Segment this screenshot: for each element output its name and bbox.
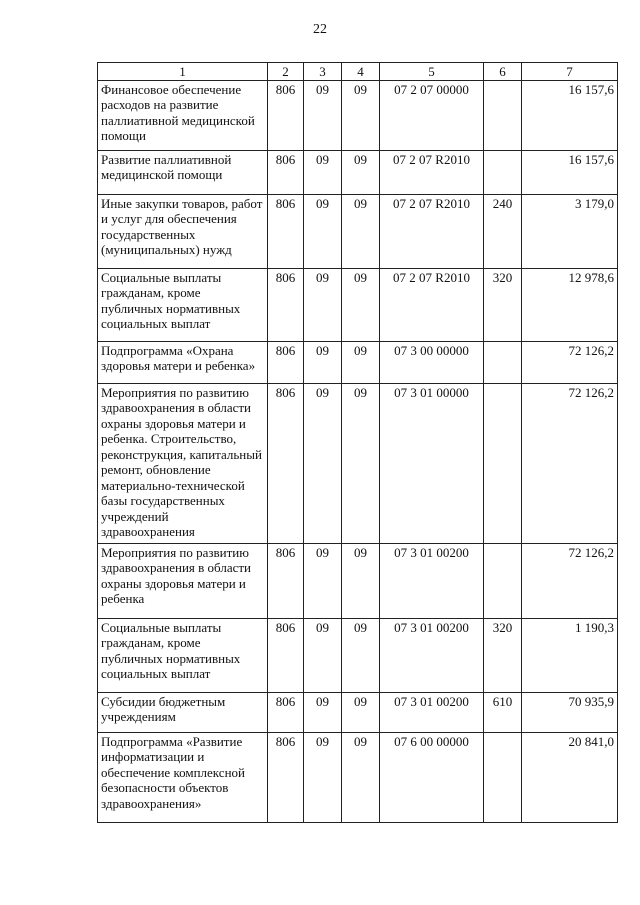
target-article-code: 07 2 07 R2010 <box>380 150 484 194</box>
subsection-code: 09 <box>342 194 380 268</box>
amount: 16 157,6 <box>522 80 618 150</box>
section-code: 09 <box>304 341 342 383</box>
item-name: Развитие паллиативной медицинской помощи <box>98 150 268 194</box>
expense-type-code <box>484 150 522 194</box>
subsection-code: 09 <box>342 543 380 618</box>
expense-type-code <box>484 383 522 543</box>
item-name: Социальные выплаты гражданам, кроме публичных нормативных социальных выплат <box>98 618 268 692</box>
ministry-code: 806 <box>268 618 304 692</box>
item-name: Мероприятия по развитию здравоохранения в области охраны здоровья матери и ребенка <box>98 543 268 618</box>
target-article-code: 07 3 01 00200 <box>380 543 484 618</box>
ministry-code: 806 <box>268 383 304 543</box>
expense-type-code: 610 <box>484 692 522 732</box>
subsection-code: 09 <box>342 80 380 150</box>
expense-type-code <box>484 341 522 383</box>
item-name: Финансовое обеспечение расходов на развитие паллиативной медицинской помощи <box>98 80 268 150</box>
section-code: 09 <box>304 194 342 268</box>
subsection-code: 09 <box>342 692 380 732</box>
target-article-code: 07 3 01 00200 <box>380 692 484 732</box>
header-cell: 3 <box>304 63 342 81</box>
ministry-code: 806 <box>268 194 304 268</box>
amount: 1 190,3 <box>522 618 618 692</box>
table-header-row <box>98 63 618 81</box>
header-cell: 5 <box>380 63 484 81</box>
section-code: 09 <box>304 618 342 692</box>
amount: 16 157,6 <box>522 150 618 194</box>
expense-type-code <box>484 80 522 150</box>
subsection-code: 09 <box>342 618 380 692</box>
section-code: 09 <box>304 383 342 543</box>
expense-type-code: 320 <box>484 268 522 341</box>
subsection-code: 09 <box>342 341 380 383</box>
amount: 72 126,2 <box>522 341 618 383</box>
amount: 72 126,2 <box>522 383 618 543</box>
target-article-code: 07 3 01 00000 <box>380 383 484 543</box>
amount: 3 179,0 <box>522 194 618 268</box>
ministry-code: 806 <box>268 341 304 383</box>
table-row <box>98 150 618 194</box>
expense-type-code <box>484 543 522 618</box>
section-code: 09 <box>304 268 342 341</box>
subsection-code: 09 <box>342 732 380 822</box>
header-cell: 2 <box>268 63 304 81</box>
ministry-code: 806 <box>268 80 304 150</box>
page-number: 22 <box>313 22 327 37</box>
ministry-code: 806 <box>268 150 304 194</box>
ministry-code: 806 <box>268 543 304 618</box>
amount: 12 978,6 <box>522 268 618 341</box>
subsection-code: 09 <box>342 150 380 194</box>
section-code: 09 <box>304 732 342 822</box>
section-code: 09 <box>304 80 342 150</box>
header-cell: 7 <box>522 63 618 81</box>
subsection-code: 09 <box>342 383 380 543</box>
item-name: Социальные выплаты гражданам, кроме публичных нормативных социальных выплат <box>98 268 268 341</box>
target-article-code: 07 2 07 R2010 <box>380 194 484 268</box>
target-article-code: 07 3 01 00200 <box>380 618 484 692</box>
header-cell: 6 <box>484 63 522 81</box>
item-name: Подпрограмма «Охрана здоровья матери и ребенка» <box>98 341 268 383</box>
target-article-code: 07 2 07 R2010 <box>380 268 484 341</box>
expense-type-code: 320 <box>484 618 522 692</box>
section-code: 09 <box>304 150 342 194</box>
section-code: 09 <box>304 692 342 732</box>
subsection-code: 09 <box>342 268 380 341</box>
item-name: Иные закупки товаров, работ и услуг для обеспечения государственных (муниципальных) нужд <box>98 194 268 268</box>
amount: 72 126,2 <box>522 543 618 618</box>
table-row <box>98 383 618 543</box>
section-code: 09 <box>304 543 342 618</box>
amount: 20 841,0 <box>522 732 618 822</box>
target-article-code: 07 2 07 00000 <box>380 80 484 150</box>
target-article-code: 07 3 00 00000 <box>380 341 484 383</box>
ministry-code: 806 <box>268 692 304 732</box>
item-name: Субсидии бюджетным учреждениям <box>98 692 268 732</box>
expense-type-code <box>484 732 522 822</box>
table-row <box>98 618 618 692</box>
table-row <box>98 543 618 618</box>
ministry-code: 806 <box>268 732 304 822</box>
budget-table <box>97 62 618 823</box>
table-row <box>98 692 618 732</box>
table-row <box>98 80 618 150</box>
amount: 70 935,9 <box>522 692 618 732</box>
header-cell: 4 <box>342 63 380 81</box>
target-article-code: 07 6 00 00000 <box>380 732 484 822</box>
table-row <box>98 341 618 383</box>
ministry-code: 806 <box>268 268 304 341</box>
item-name: Мероприятия по развитию здравоохранения в области охраны здоровья матери и ребенка. Строительство, реконструкция, капитальный ремонт, обновление материально-технической базы государственных учреждений здравоохранения <box>98 383 268 543</box>
expense-type-code: 240 <box>484 194 522 268</box>
table-row <box>98 268 618 341</box>
header-cell: 1 <box>98 63 268 81</box>
item-name: Подпрограмма «Развитие информатизации и обеспечение комплексной безопасности объектов здравоохранения» <box>98 732 268 822</box>
table-row <box>98 732 618 822</box>
table-row <box>98 194 618 268</box>
